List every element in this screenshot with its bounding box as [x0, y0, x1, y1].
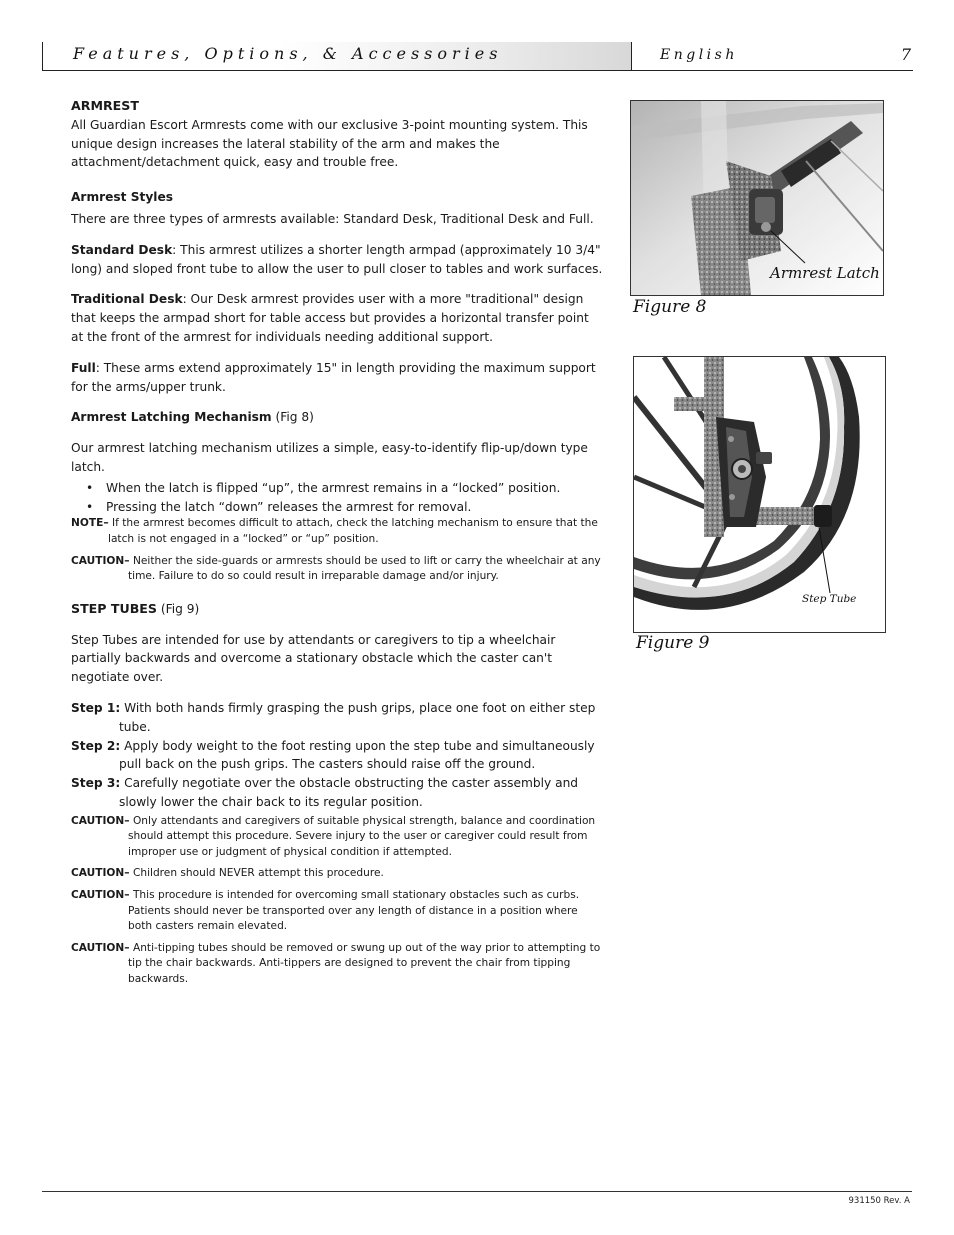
standard-desk-paragraph [71, 241, 603, 279]
list-item: • When the latch is flipped “up”, the armrest remains in a “locked” position. [71, 479, 603, 498]
step-1 [71, 699, 603, 737]
full-arm-paragraph [71, 359, 603, 397]
full-arm-text: : These arms extend approximately 15" in length providing the maximum support for the arms/upper trunk. [71, 360, 596, 394]
step-caution-1 [71, 814, 603, 861]
list-item: • Pressing the latch “down” releases the armrest for removal. [71, 498, 603, 517]
latch-figure-ref: (Fig 8) [271, 410, 314, 425]
armrest-styles-heading: Armrest Styles [71, 190, 173, 205]
step-3 [71, 774, 603, 812]
step-caution-4 [71, 941, 603, 988]
latch-note [71, 516, 603, 547]
step-label: Step 2: [71, 738, 121, 753]
step-tubes-heading-label: STEP TUBES [71, 600, 157, 616]
step-2 [71, 737, 603, 775]
step-tubes-intro: Step Tubes are intended for use by attendants or caregivers to tip a wheelchair partially backwards and overcome a stationary obstacle which the caster can't negotiate over. [71, 632, 556, 685]
step-tube-callout: Step Tube [802, 593, 857, 605]
note-label: NOTE– [71, 517, 109, 530]
armrest-styles-text: There are three types of armrests available: Standard Desk, Traditional Desk and Full. [71, 211, 594, 226]
figure-9-photo [633, 356, 886, 633]
step-text: With both hands firmly grasping the push grips, place one foot on either step tube. [119, 700, 596, 734]
step-label: Step 3: [71, 776, 121, 791]
step-label: Step 1: [71, 700, 121, 715]
figure-8-caption: Figure 8 [633, 297, 707, 317]
standard-desk-label: Standard Desk [71, 242, 173, 257]
latch-text: Our armrest latching mechanism utilizes a simple, easy-to-identify flip-up/down type latch. [71, 441, 588, 474]
traditional-desk-text: : Our Desk armrest provides user with a more "traditional" design that keeps the armpad short for table access but provides a horizontal transfer point at the front of the armrest for individuals needing additional support. [71, 292, 589, 344]
caution-text: This procedure is intended for overcoming small stationary obstacles such as curbs. Patients should never be transported over any length of distance in a position where both casters remain elevated. [128, 889, 580, 933]
note-text: If the armrest becomes difficult to attach, check the latching mechanism to ensure that the latch is not engaged in a “locked” or “up” position. [108, 517, 598, 545]
step-caution-3 [71, 888, 603, 935]
language-label: English [660, 47, 738, 63]
armrest-caution [71, 554, 603, 585]
full-arm-label: Full [71, 360, 96, 375]
caution-label: CAUTION– [71, 814, 130, 827]
caution-label: CAUTION– [71, 889, 130, 902]
step-text: Apply body weight to the foot resting upon the step tube and simultaneously pull back on the push grips. The casters should raise off the ground. [119, 738, 595, 772]
figure-9-caption: Figure 9 [636, 633, 710, 653]
traditional-desk-paragraph [71, 290, 603, 346]
footer-divider [42, 1191, 912, 1192]
document-code: 931150 Rev. A [848, 1196, 910, 1206]
traditional-desk-label: Traditional Desk [71, 292, 183, 307]
step-tube-illustration [634, 357, 885, 632]
latch-heading [71, 408, 603, 427]
page-number: 7 [900, 45, 911, 64]
armrest-intro: All Guardian Escort Armrests come with our exclusive 3-point mounting system. This unique design increases the lateral stability of the arm and makes the attachment/detachment quick, easy and trouble free. [71, 117, 588, 170]
latch-heading-label: Armrest Latching Mechanism [71, 410, 272, 425]
caution-text: Neither the side-guards or armrests should be used to lift or carry the wheelchair at any time. Failure to do so could result in irreparable damage and/or injury. [128, 554, 601, 583]
step-text: Carefully negotiate over the obstacle obstructing the caster assembly and slowly lower the chair back to its regular position. [119, 776, 579, 809]
section-title: Features, Options, & Accessories [73, 44, 503, 63]
main-text-column [71, 97, 603, 988]
header-language-bar [631, 42, 913, 71]
caution-text: Only attendants and caregivers of suitable physical strength, balance and coordination should attempt this procedure. Severe injury to the user or caregiver could result from improper use or judgment of physical condition if attempted. [128, 814, 596, 858]
standard-desk-text: : This armrest utilizes a shorter length armpad (approximately 10 3/4" long) and sloped front tube to allow the user to pull closer to tables and work surfaces. [71, 242, 603, 276]
step-caution-2 [71, 866, 603, 882]
caution-label: CAUTION– [71, 941, 130, 954]
latch-bullet-list [71, 479, 603, 517]
header-title-bar [42, 42, 631, 71]
step-tubes-heading [71, 600, 603, 619]
caution-label: CAUTION– [71, 554, 130, 567]
step-tubes-figure-ref: (Fig 9) [156, 601, 200, 616]
armrest-latch-callout: Armrest Latch [770, 264, 880, 282]
caution-text: Anti-tipping tubes should be removed or swung up out of the way prior to attempting to tip the chair backwards. Anti-tippers are designed to prevent the chair from tipping backwards. [128, 941, 601, 986]
armrest-heading: ARMREST [71, 98, 139, 113]
caution-label: CAUTION– [71, 867, 130, 880]
caution-text: Children should NEVER attempt this procedure. [129, 867, 384, 880]
